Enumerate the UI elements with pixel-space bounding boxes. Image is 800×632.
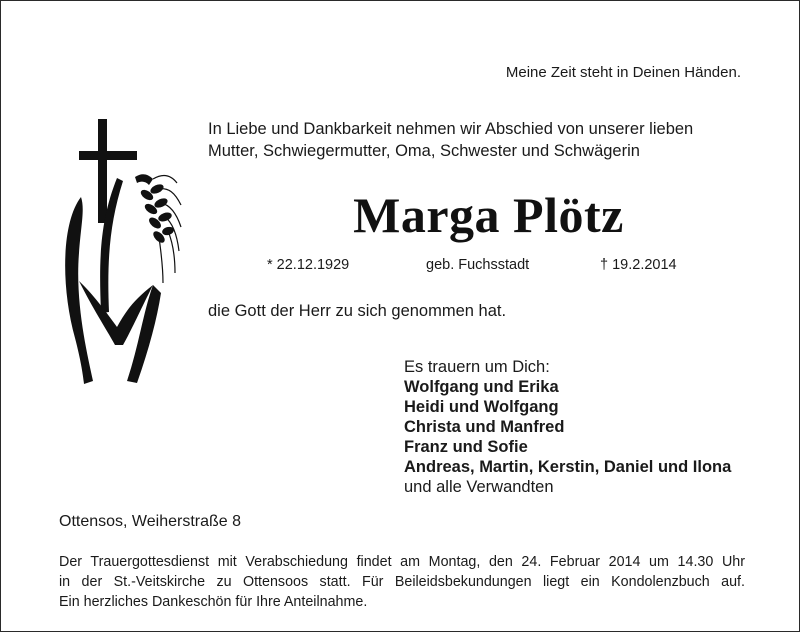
death-date: † 19.2.2014 xyxy=(600,257,677,273)
mourner-name: Heidi und Wolfgang xyxy=(404,398,559,416)
mourner-name: Wolfgang und Erika xyxy=(404,378,559,396)
birth-date: * 22.12.1929 xyxy=(267,257,350,273)
intro-line-1: In Liebe und Dankbarkeit nehmen wir Abschied von unserer lieben xyxy=(208,120,694,138)
motto: Meine Zeit steht in Deinen Händen. xyxy=(505,64,741,81)
mourners-list xyxy=(404,357,731,497)
deceased-name: Marga Plötz xyxy=(353,187,624,243)
intro-text xyxy=(208,118,768,162)
mourners-closing: und alle Verwandten xyxy=(404,478,554,496)
taken-by-god-line: die Gott der Herr zu sich genommen hat. xyxy=(208,302,507,320)
service-line-2: in der St.-Veitskirche zu Ottensoos statt. Für Beileidsbekundungen liegt ein Kondolenzbuch auf. xyxy=(59,574,745,590)
service-line-3: Ein herzliches Dankeschön für Ihre Anteilnahme. xyxy=(59,594,368,610)
mourner-name: Christa und Manfred xyxy=(404,418,565,436)
mourners-heading: Es trauern um Dich: xyxy=(404,358,550,376)
family-address: Ottensos, Weiherstraße 8 xyxy=(59,513,241,530)
cross-with-wheat-icon xyxy=(57,113,189,388)
service-line-1: Der Trauergottesdienst mit Verabschiedung findet am Montag, den 24. Februar 2014 um 14.30 Uhr xyxy=(59,554,745,570)
intro-line-2: Mutter, Schwiegermutter, Oma, Schwester und Schwägerin xyxy=(208,142,640,160)
mourner-name: Franz und Sofie xyxy=(404,438,528,456)
service-info xyxy=(59,552,745,612)
mourner-name: Andreas, Martin, Kerstin, Daniel und Ilona xyxy=(404,458,732,476)
maiden-name: geb. Fuchsstadt xyxy=(426,257,530,273)
